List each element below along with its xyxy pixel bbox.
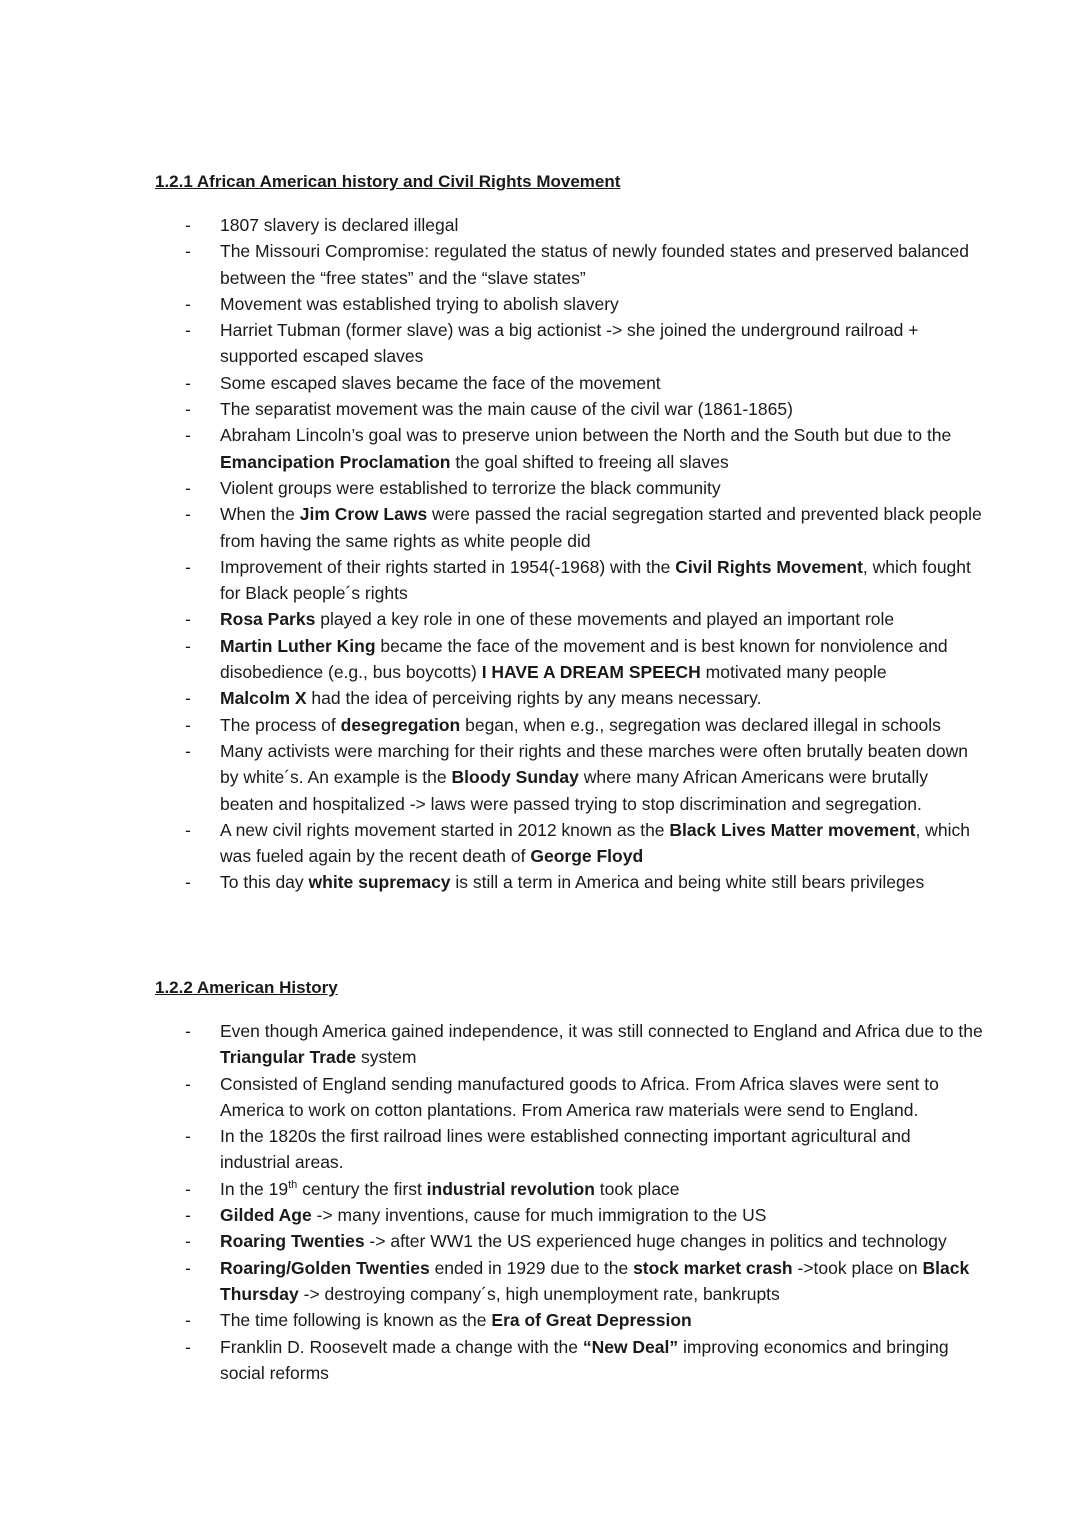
- bold-term: I HAVE A DREAM SPEECH: [481, 662, 701, 683]
- bold-term: Malcolm X: [220, 688, 307, 709]
- bullet-text: A new civil rights movement started in 2012 known as the: [220, 819, 670, 840]
- list-item: [155, 1123, 985, 1176]
- bullet-list: [155, 212, 985, 896]
- bold-term: white supremacy: [308, 872, 451, 893]
- bullet-text: century the first: [297, 1178, 427, 1199]
- bold-term: Martin Luther King: [220, 635, 376, 656]
- bold-term: stock market crash: [633, 1257, 793, 1278]
- bullet-dash: -: [185, 1021, 191, 1041]
- bullet-dash: -: [185, 425, 191, 446]
- bullet-text: To this day: [220, 872, 309, 893]
- bullet-dash: -: [185, 872, 191, 893]
- bullet-dash: -: [185, 714, 191, 735]
- bold-term: Black Lives Matter movement: [669, 819, 916, 840]
- bullet-text: Even though America gained independence, it was still connected to England and Africa due to the: [220, 1021, 983, 1041]
- list-item: [155, 633, 985, 686]
- bullet-text: Violent groups were established to terrorize the black community: [220, 477, 721, 498]
- list-item: [155, 212, 985, 238]
- bullet-text: In the 19: [220, 1178, 289, 1199]
- bold-term: Rosa Parks: [220, 609, 316, 630]
- list-item: [155, 1334, 985, 1387]
- list-item: [155, 817, 985, 870]
- bullet-text: , which fought for Black people´s rights: [220, 556, 971, 604]
- bullet-text: Many activists were marching for their rights and these marches were often brutally beaten down by white´s. An example is the: [220, 740, 968, 788]
- bullet-text: Abraham Lincoln’s goal was to preserve union between the North and the South but due to the: [220, 425, 952, 446]
- bold-term: Roaring Twenties: [220, 1231, 365, 1252]
- bullet-text: Movement was established trying to abolish slavery: [220, 293, 619, 314]
- bullet-dash: -: [185, 241, 191, 262]
- bullet-text: had the idea of perceiving rights by any means necessary.: [306, 688, 762, 709]
- list-item: [155, 1255, 985, 1308]
- list-item: [155, 606, 985, 632]
- bullet-text: system: [356, 1047, 417, 1068]
- bullet-dash: -: [185, 740, 191, 761]
- bold-term: Roaring/Golden Twenties: [220, 1257, 430, 1278]
- list-item: [155, 738, 985, 817]
- bullet-text: the goal shifted to freeing all slaves: [450, 451, 729, 472]
- bold-term: industrial revolution: [426, 1178, 595, 1199]
- bullet-dash: -: [185, 1231, 191, 1252]
- bullet-dash: -: [185, 1126, 191, 1147]
- bullet-dash: -: [185, 819, 191, 840]
- bullet-dash: -: [185, 504, 191, 525]
- list-item: [155, 317, 985, 370]
- bullet-dash: -: [185, 1073, 191, 1094]
- bold-term: Era of Great Depression: [491, 1310, 692, 1331]
- bullet-dash: -: [185, 556, 191, 577]
- bold-term: Civil Rights Movement: [675, 556, 863, 577]
- bullet-dash: -: [185, 1336, 191, 1357]
- bullet-text: Improvement of their rights started in 1954(-1968) with the: [220, 556, 676, 577]
- bullet-text: -> after WW1 the US experienced huge changes in politics and technology: [364, 1231, 947, 1252]
- section-heading: 1.2.2 American History: [155, 978, 338, 997]
- section-african-american-history: [155, 171, 985, 896]
- bold-term: George Floyd: [530, 846, 644, 867]
- bullet-dash: -: [185, 1178, 191, 1199]
- bullet-text: ->took place on: [792, 1257, 923, 1278]
- bullet-text: When the: [220, 504, 300, 525]
- list-item: [155, 554, 985, 607]
- bullet-text: were passed the racial segregation started and prevented black people from having the same rights as white people did: [220, 504, 982, 551]
- list-item: [155, 1202, 985, 1228]
- list-item: [155, 291, 985, 317]
- bullet-dash: -: [185, 1310, 191, 1331]
- list-item: [155, 238, 985, 291]
- bullet-dash: -: [185, 215, 191, 235]
- bullet-text: The Missouri Compromise: regulated the status of newly founded states and preserved balanced between the “free states” and the “slave states”: [220, 241, 970, 288]
- bullet-dash: -: [185, 399, 191, 420]
- list-item: [155, 712, 985, 738]
- bullet-dash: -: [185, 635, 191, 656]
- bold-term: Jim Crow Laws: [299, 504, 428, 525]
- section-heading: 1.2.1 African American history and Civil Rights Movement: [155, 172, 621, 191]
- list-item: [155, 1018, 985, 1071]
- bullet-text: Harriet Tubman (former slave) was a big actionist -> she joined the underground railroad + supported escaped slaves: [220, 320, 919, 367]
- list-item: [155, 1071, 985, 1124]
- list-item: [155, 396, 985, 422]
- bullet-dash: -: [185, 1257, 191, 1278]
- bold-term: Black Thursday: [220, 1257, 970, 1304]
- bullet-dash: -: [185, 293, 191, 314]
- bullet-text: is still a term in America and being white still bears privileges: [450, 872, 925, 893]
- bullet-text: th: [288, 1178, 298, 1191]
- bullet-dash: -: [185, 688, 191, 709]
- list-item: [155, 1228, 985, 1254]
- list-item: [155, 685, 985, 711]
- list-item: [155, 370, 985, 396]
- bullet-text: ended in 1929 due to the: [429, 1257, 634, 1278]
- bullet-dash: -: [185, 477, 191, 498]
- bold-term: desegregation: [340, 714, 461, 735]
- bullet-text: In the 1820s the first railroad lines were established connecting important agricultural and industrial areas.: [220, 1126, 911, 1173]
- section-american-history: [155, 977, 985, 1386]
- bullet-text: took place: [594, 1178, 680, 1199]
- bullet-dash: -: [185, 320, 191, 341]
- list-item: [155, 422, 985, 475]
- bold-term: Triangular Trade: [220, 1047, 357, 1068]
- bullet-text: , which was fueled again by the recent death of: [220, 819, 970, 867]
- bullet-text: Some escaped slaves became the face of the movement: [220, 372, 661, 393]
- bullet-text: where many African Americans were brutally beaten and hospitalized -> laws were passed trying to stop discrimination and segregation.: [220, 767, 929, 814]
- bullet-dash: -: [185, 372, 191, 393]
- bold-term: “New Deal”: [582, 1336, 679, 1357]
- bullet-text: Franklin D. Roosevelt made a change with the: [220, 1336, 583, 1357]
- list-item: [155, 501, 985, 554]
- bullet-list: [155, 1018, 985, 1386]
- bullet-text: improving economics and bringing social reforms: [220, 1336, 949, 1383]
- bullet-text: played a key role in one of these movements and played an important role: [315, 609, 895, 630]
- list-item: [155, 869, 985, 895]
- bullet-text: became the face of the movement and is best known for nonviolence and disobedience (e.g., bus boycotts): [220, 635, 948, 683]
- list-item: [155, 475, 985, 501]
- bullet-text: The time following is known as the: [220, 1310, 492, 1331]
- bullet-dash: -: [185, 1205, 191, 1226]
- list-item: [155, 1307, 985, 1333]
- bold-term: Bloody Sunday: [451, 767, 579, 788]
- bullet-dash: -: [185, 609, 191, 630]
- bold-term: Emancipation Proclamation: [220, 451, 451, 472]
- bullet-text: -> many inventions, cause for much immigration to the US: [311, 1205, 767, 1226]
- bullet-text: Consisted of England sending manufactured goods to Africa. From Africa slaves were sent to America to work on cotton plantations. From America raw materials were send to England.: [220, 1073, 939, 1120]
- bullet-text: The process of: [220, 714, 341, 735]
- bullet-text: 1807 slavery is declared illegal: [220, 215, 459, 235]
- bullet-text: began, when e.g., segregation was declared illegal in schools: [460, 714, 941, 735]
- bullet-text: -> destroying company´s, high unemployment rate, bankrupts: [298, 1283, 780, 1304]
- bullet-text: motivated many people: [700, 662, 887, 683]
- list-item: [155, 1176, 985, 1202]
- bullet-text: The separatist movement was the main cause of the civil war (1861-1865): [220, 399, 793, 420]
- bold-term: Gilded Age: [220, 1205, 312, 1226]
